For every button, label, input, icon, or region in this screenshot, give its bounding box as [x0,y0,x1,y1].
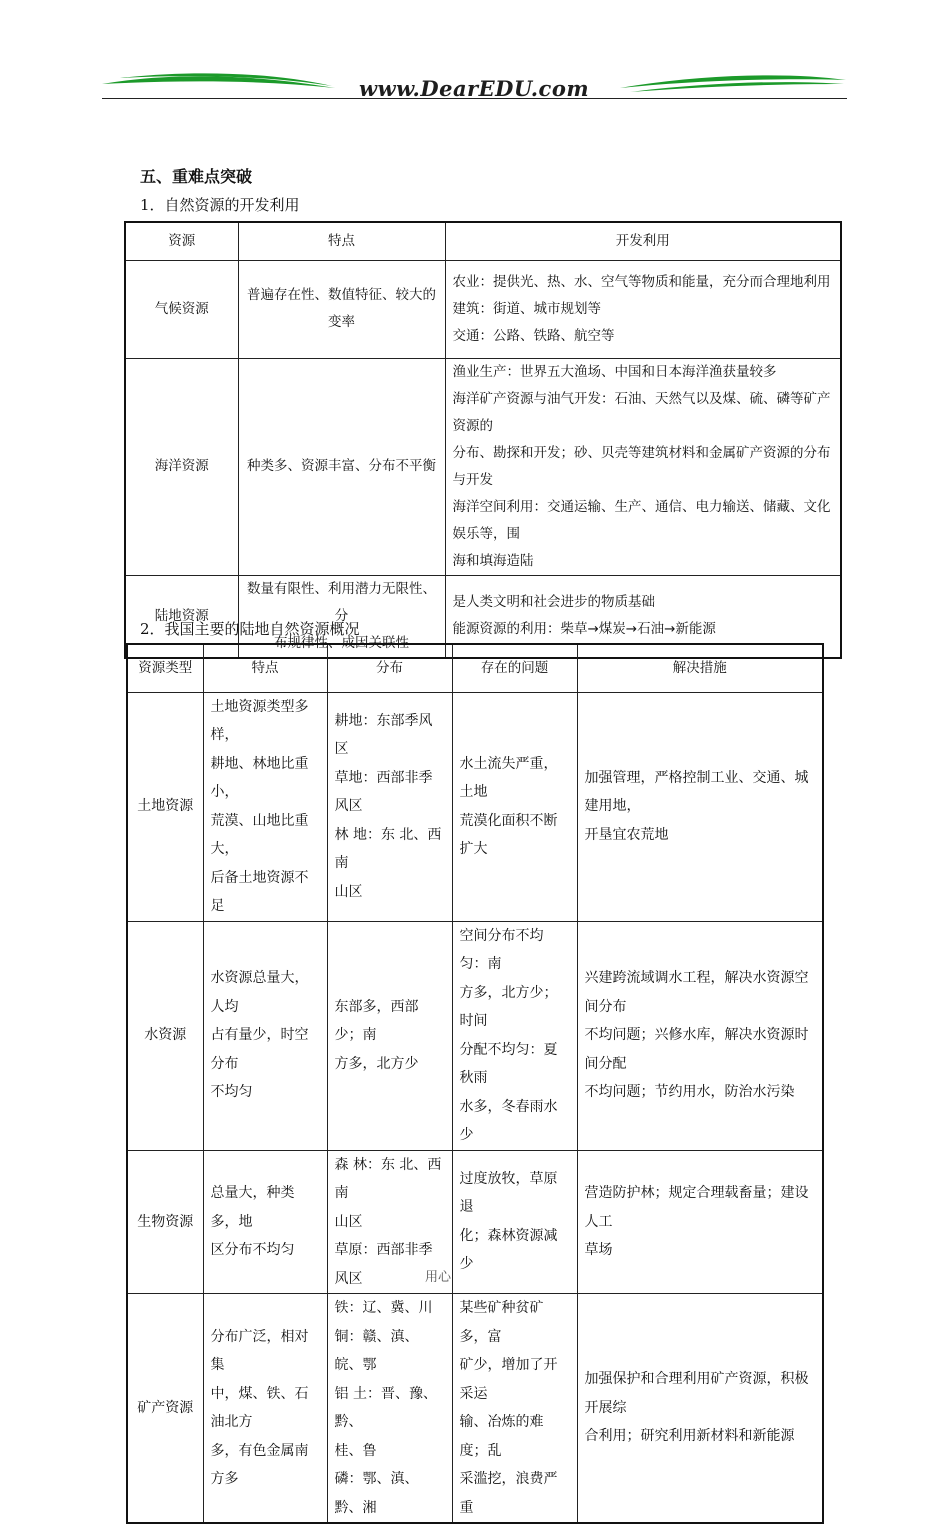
resource-distribution: 东部多，西部少；南 方多，北方少 [327,921,452,1150]
page-footer: 用心 [425,1270,452,1285]
column-header: 特点 [203,644,327,692]
resource-distribution: 耕地：东部季风区 草地：西部非季风区 林 地：东 北、西 南 山区 [327,692,452,921]
table-header-row [127,644,823,692]
resource-distribution: 铁：辽、冀、川 铜：赣、滇、皖、鄂 铝 土：晋、豫、黔、 桂、鲁 磷：鄂、滇、黔、湘 [327,1294,452,1524]
column-header: 分布 [327,644,452,692]
resource-type: 土地资源 [127,692,203,921]
resource-feature: 土地资源类型多样， 耕地、林地比重小， 荒漠、山地比重大， 后备土地资源不足 [203,692,327,921]
table-row [127,692,823,921]
column-header: 解决措施 [577,644,823,692]
section-title: 五、重难点突破 [140,167,253,186]
resource-feature: 分布广泛，相对集 中，煤、铁、石油北方 多，有色金属南方多 [203,1294,327,1524]
resource-measure: 兴建跨流域调水工程，解决水资源空间分布 不均问题；兴修水库，解决水资源时间分配 不均问题；节约用水，防治水污染 [577,921,823,1150]
resource-problem: 水土流失严重，土地 荒漠化面积不断 扩大 [452,692,577,921]
part2-title: 2．我国主要的陆地自然资源概况 [140,620,360,638]
table-row [125,260,841,358]
resource-measure: 营造防护林；规定合理载畜量；建设人工 草场 [577,1150,823,1294]
column-header: 开发利用 [445,222,841,260]
table-row [127,921,823,1150]
resource-problem: 过度放牧，草原退 化；森林资源减少 [452,1150,577,1294]
resource-feature: 普遍存在性、数值特征、较大的变率 [238,260,445,358]
resource-feature: 种类多、资源丰富、分布不平衡 [238,358,445,575]
resource-name: 气候资源 [125,260,238,358]
column-header: 资源 [125,222,238,260]
natural-resources-table [124,221,842,659]
resource-use: 是人类文明和社会进步的物质基础 能源资源的利用：柴草→煤炭→石油→新能源 [445,575,841,658]
table-row [125,358,841,575]
resource-measure: 加强保护和合理利用矿产资源，积极开展综 合利用；研究利用新材料和新能源 [577,1294,823,1524]
resource-measure: 加强管理，严格控制工业、交通、城建用地， 开垦宜农荒地 [577,692,823,921]
column-header: 特点 [238,222,445,260]
resource-problem: 空间分布不均匀：南 方多，北方少；时间 分配不均匀：夏秋雨 水多，冬春雨水少 [452,921,577,1150]
resource-use: 农业：提供光、热、水、空气等物质和能量，充分而合理地利用 建筑：街道、城市规划等 交通：公路、铁路、航空等 [445,260,841,358]
part1-title: 1．自然资源的开发利用 [140,196,300,214]
table-header-row [125,222,841,260]
column-header: 存在的问题 [452,644,577,692]
column-header: 资源类型 [127,644,203,692]
table-row [127,1150,823,1294]
site-logo-text: www.DearEDU.com [358,76,590,101]
resource-feature: 水资源总量大，人均 占有量少，时空分布 不均匀 [203,921,327,1150]
resource-type: 矿产资源 [127,1294,203,1524]
table-row [127,1294,823,1524]
land-resources-table [126,643,824,1524]
resource-problem: 某些矿种贫矿多，富 矿少，增加了开采运 输、冶炼的难度；乱 采滥挖，浪费严重 [452,1294,577,1524]
resource-feature: 总量大，种类多，地 区分布不均匀 [203,1150,327,1294]
resource-type: 生物资源 [127,1150,203,1294]
resource-name: 海洋资源 [125,358,238,575]
resource-distribution: 森 林：东 北、西 南 山区 草原：西部非季风区 [327,1150,452,1294]
resource-use: 渔业生产：世界五大渔场、中国和日本海洋渔获量较多 海洋矿产资源与油气开发：石油、天然气以及煤、硫、磷等矿产资源的 分布、勘探和开发；砂、贝壳等建筑材料和金属矿产资源的分布与开发 海洋空间利用：交通运输、生产、通信、电力输送、储藏、文化娱乐等，围 海和填海造陆 [445,358,841,575]
resource-feature: 数量有限性、利用潜力无限性、分 布规律性、成因关联性 [238,575,445,658]
resource-name: 陆地资源 [125,575,238,658]
header-rule [102,98,847,99]
resource-type: 水资源 [127,921,203,1150]
